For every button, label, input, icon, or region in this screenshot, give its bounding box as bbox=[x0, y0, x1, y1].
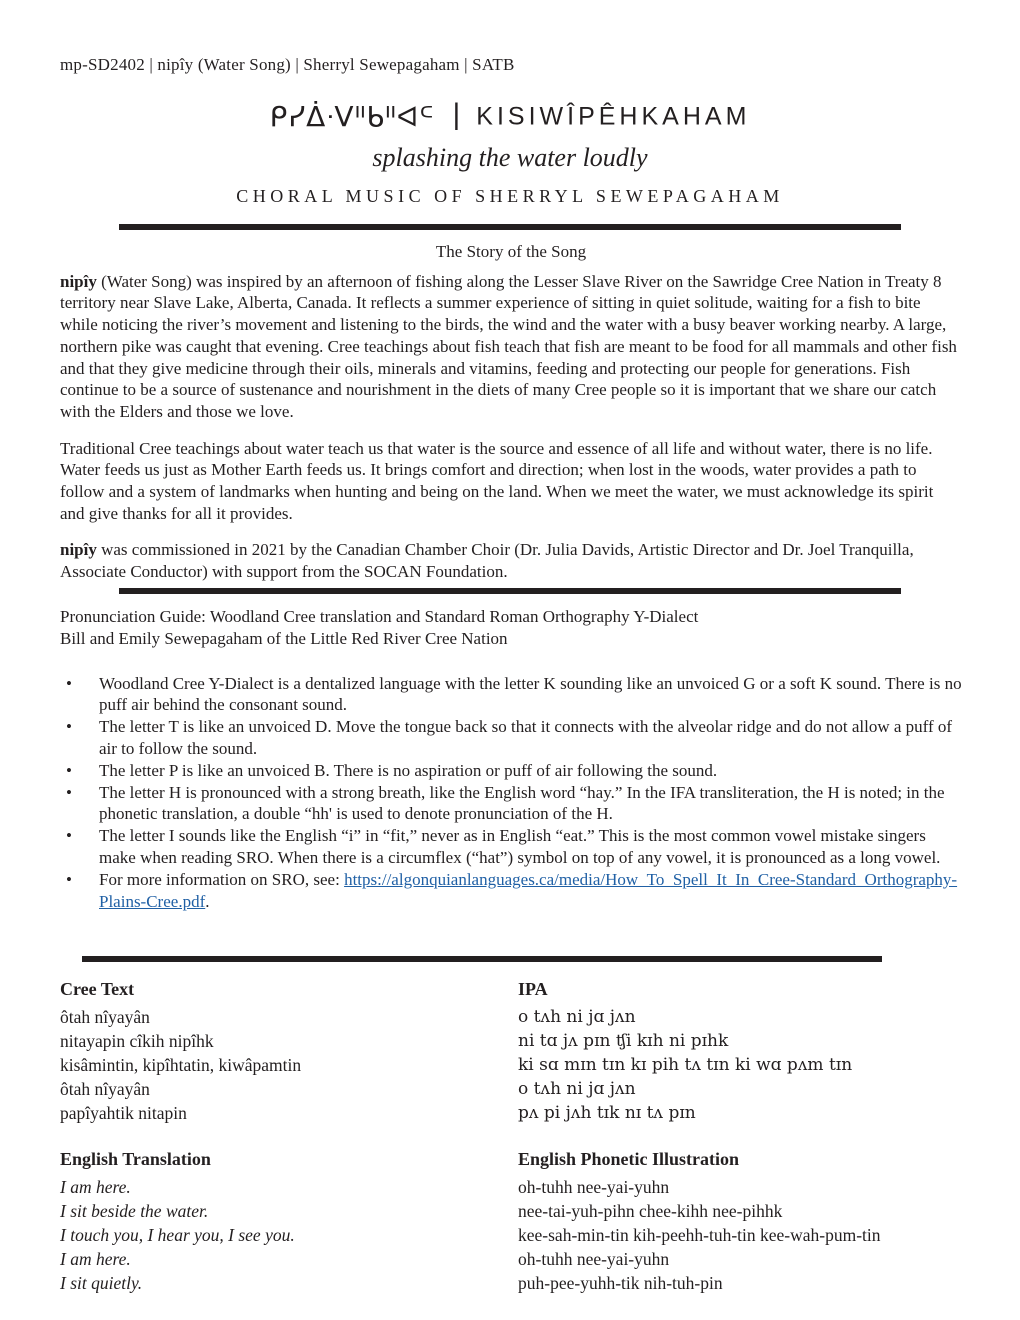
bullet-item-link bbox=[60, 869, 965, 913]
series-title: CHORAL MUSIC OF SHERRYL SEWEPAGAHAM bbox=[236, 186, 784, 206]
bullet-marker: • bbox=[66, 869, 72, 889]
bullet-item bbox=[60, 825, 965, 869]
story-paragraph-1-text: (Water Song) was inspired by an afternoon of fishing along the Lesser Slave River on the Sawridge Cree Nation in Treaty 8 territory near Slave Lake, Alberta, Canada. It reflects a summer experience of sitting in quiet solitude, waiting for a fish to bite while noticing the river’s movement and listening to the birds, the wind and the water with a busy beaver working nearby. A large, northern pike was caught that evening. Cree teachings about fish teach that fish are meant to be food for all mammals and other fish and that they give medicine through their oils, minerals and vitamins, feeding and protecting our people for generations. Fish continue to be a source of sustenance and nourishment in the diets of many Cree people so it is important that we share our catch with the Elders and those we love. bbox=[60, 271, 957, 421]
bullet-text bbox=[99, 869, 965, 913]
bullet-marker: • bbox=[66, 717, 72, 737]
lyrics-right-column bbox=[518, 979, 965, 1295]
divider-rule-bottom bbox=[82, 956, 882, 962]
cree-line: papîyahtik nitapin bbox=[60, 1103, 187, 1123]
translation-line: I touch you, I hear you, I see you. bbox=[60, 1225, 295, 1245]
phonetic-line: kee-sah-min-tin kih-peehh-tuh-tin kee-wah-pum-tin bbox=[518, 1225, 881, 1245]
pronunciation-guide-credit: Bill and Emily Sewepagaham of the Little Red River Cree Nation bbox=[60, 628, 508, 648]
bullet-text: The letter I sounds like the English “i” in “fit,” never as in English “eat.” This is the most common vowel mistake singers make when reading SRO. When there is a circumflex (“hat”) symbol on top of any vowel, it is pronounced as a long vowel. bbox=[99, 826, 941, 867]
divider-rule-middle bbox=[119, 588, 901, 594]
divider-rule-top bbox=[119, 224, 901, 230]
bullet-item bbox=[60, 716, 965, 760]
ipa-line: pʌ pi jʌh tɪk nɪ tʌ pɪn bbox=[518, 1103, 696, 1123]
bullet-marker: • bbox=[66, 760, 72, 780]
title-syllabics: ᑭᓯᐄᐧᐯᐦᑲᐦᐊᒼ bbox=[269, 100, 435, 134]
bullet-text: Woodland Cree Y-Dialect is a dentalized language with the letter K sounding like an unvoiced G or a soft K sound. There is no puff air behind the consonant sound. bbox=[99, 673, 962, 715]
cree-line: nitayapin cîkih nipîhk bbox=[60, 1031, 214, 1051]
story-paragraph-3-text: was commissioned in 2021 by the Canadian Chamber Choir (Dr. Julia Davids, Artistic Director and Dr. Joel Tranquilla, Associate Conductor) with support from the SOCAN Foundation. bbox=[60, 540, 914, 582]
phonetic-heading: English Phonetic Illustration bbox=[518, 1149, 740, 1169]
translation-line: I sit quietly. bbox=[60, 1273, 143, 1293]
link-suffix-text: . bbox=[205, 891, 210, 911]
bullet-marker: • bbox=[66, 782, 72, 802]
story-heading: The Story of the Song bbox=[435, 242, 587, 261]
ipa-line: ni tɑ jʌ pɪn ʧi kɪh ni pɪhk bbox=[518, 1031, 729, 1051]
phonetic-line: oh-tuhh nee-yai-yuhn bbox=[518, 1177, 670, 1197]
translation-line: I am here. bbox=[60, 1249, 131, 1269]
lyrics-section bbox=[60, 979, 965, 1295]
story-paragraph-1 bbox=[60, 271, 962, 423]
bullet-marker: • bbox=[66, 673, 72, 693]
cree-text-heading: Cree Text bbox=[60, 979, 135, 999]
cree-line: kisâmintin, kipîhtatin, kiwâpamtin bbox=[60, 1055, 302, 1075]
bullet-text: The letter T is like an unvoiced D. Move the tongue back so that it connects with the alveolar ridge and do not allow a puff of air to follow the sound. bbox=[99, 717, 953, 758]
bullet-item bbox=[60, 760, 965, 782]
lyrics-left-column bbox=[60, 979, 518, 1295]
story-paragraph-2: Traditional Cree teachings about water teach us that water is the source and essence of all life and without water, there is no life. Water feeds us just as Mother Earth feeds us. It brings comfort and direction; when lost in the woods, water provides a path to follow and a system of landmarks when hunting and being on the land. When we meet the water, we must acknowledge its spirit and give thanks for all it provides. bbox=[60, 438, 934, 523]
link-prefix-text: For more information on SRO, see: bbox=[99, 869, 345, 889]
title-subtitle: splashing the water loudly bbox=[372, 143, 648, 172]
bullet-text: The letter H is pronounced with a strong breath, like the English word “hay.” In the IFA transliteration, the H is noted; in the phonetic translation, a double “hh' is used to denote pronunciation of the H. bbox=[99, 782, 945, 824]
cree-line: ôtah nîyayân bbox=[60, 1007, 150, 1027]
pronunciation-bullet-list bbox=[60, 673, 965, 913]
ipa-line: o tʌh ni jɑ jʌn bbox=[518, 1079, 636, 1099]
translation-line: I am here. bbox=[60, 1177, 131, 1197]
song-name-bold: nipîy bbox=[60, 271, 97, 291]
bullet-text: The letter P is like an unvoiced B. There is no aspiration or puff of air following the sound. bbox=[99, 760, 718, 780]
cree-text-stanza bbox=[60, 979, 518, 1125]
pronunciation-guide-title: Pronunciation Guide: Woodland Cree translation and Standard Roman Orthography Y-Dialect bbox=[60, 607, 699, 626]
phonetic-line: oh-tuhh nee-yai-yuhn bbox=[518, 1249, 670, 1269]
song-name-bold: nipîy bbox=[60, 540, 97, 560]
english-translation-heading: English Translation bbox=[60, 1149, 211, 1169]
story-paragraph-3 bbox=[60, 539, 962, 582]
english-translation-stanza bbox=[60, 1149, 518, 1295]
ipa-heading: IPA bbox=[518, 979, 548, 999]
translation-line: I sit beside the water. bbox=[60, 1201, 209, 1221]
pronunciation-section bbox=[60, 606, 965, 912]
bullet-item bbox=[60, 782, 965, 826]
document-header: mp-SD2402 | nipîy (Water Song) | Sherryl Sewepagaham | SATB bbox=[60, 55, 515, 74]
title-romanized: KISIWÎPÊHKAHAM bbox=[476, 102, 751, 131]
title-separator: | bbox=[452, 98, 461, 131]
ipa-stanza bbox=[518, 979, 965, 1125]
ipa-line: ki sɑ mɪn tɪn kɪ pih tʌ tɪn ki wɑ pʌm tɪn bbox=[518, 1055, 853, 1075]
phonetic-line: puh-pee-yuhh-tik nih-tuh-pin bbox=[518, 1273, 723, 1293]
story-section bbox=[60, 241, 962, 598]
sro-guide-link[interactable]: https://algonquianlanguages.ca/media/How_To_Spell_It_In_Cree-Standard_Orthography-Plains-Cree.pdf bbox=[99, 869, 958, 911]
bullet-marker: • bbox=[66, 826, 72, 846]
title-block bbox=[0, 100, 1020, 207]
bullet-item bbox=[60, 673, 965, 717]
cree-line: ôtah nîyayân bbox=[60, 1079, 150, 1099]
song-title bbox=[0, 100, 1020, 134]
phonetic-stanza bbox=[518, 1149, 965, 1295]
phonetic-line: nee-tai-yuh-pihn chee-kihh nee-pihhk bbox=[518, 1201, 783, 1221]
ipa-line: o tʌh ni jɑ jʌn bbox=[518, 1007, 636, 1027]
